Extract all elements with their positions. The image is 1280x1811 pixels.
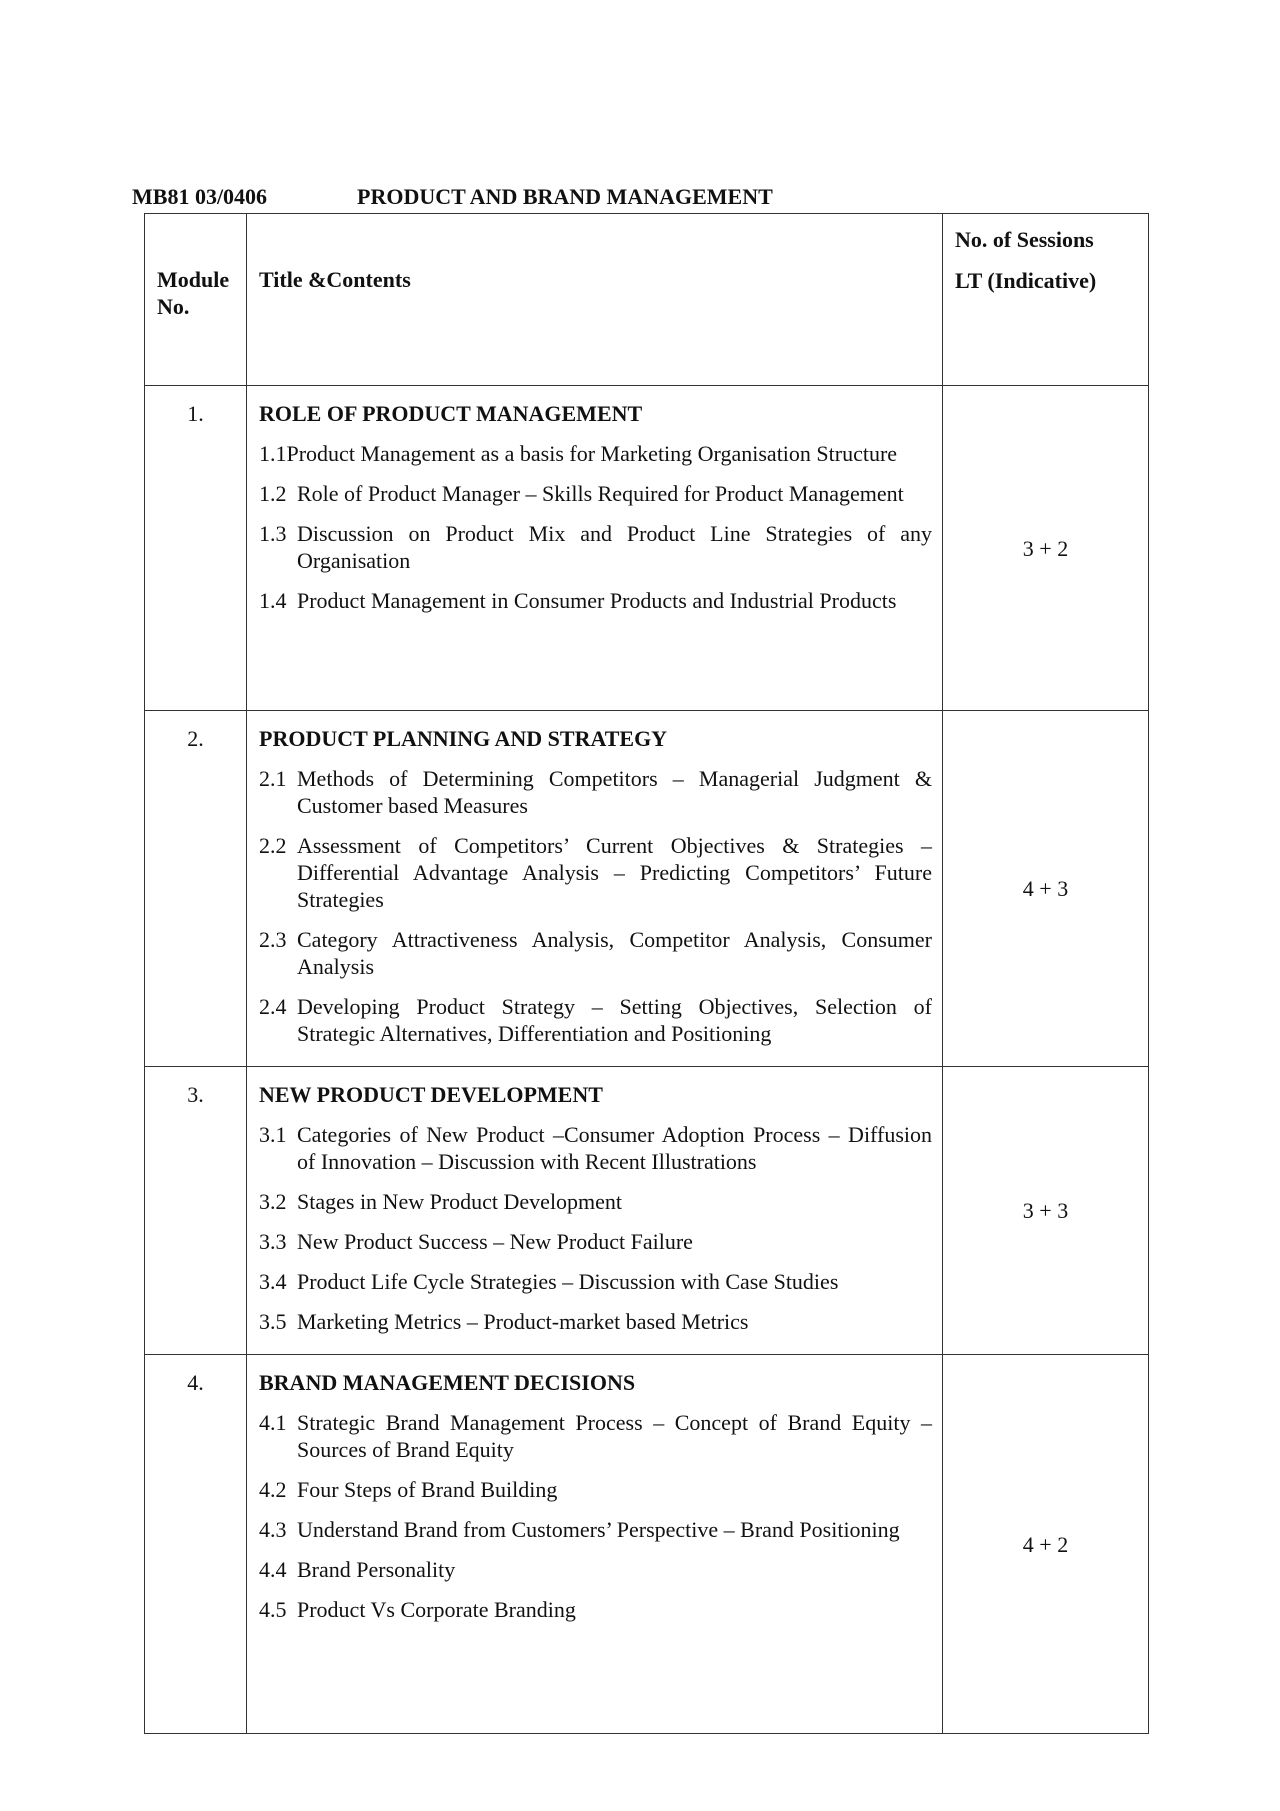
topic-number: 3.3 (259, 1229, 287, 1254)
module-contents (247, 1067, 943, 1355)
topic-number: 4.5 (259, 1597, 287, 1622)
topic-number: 2.3 (259, 927, 287, 952)
topic-item (259, 587, 932, 614)
module-number: 1. (145, 386, 247, 711)
topic-text: Stages in New Product Development (297, 1189, 623, 1214)
topic-number: 3.4 (259, 1269, 287, 1294)
topic-number: 2.4 (259, 994, 287, 1019)
module-number: 3. (145, 1067, 247, 1355)
topic-text: Four Steps of Brand Building (297, 1477, 558, 1502)
topic-number: 1.3 (259, 521, 287, 546)
module-row-2 (145, 711, 1149, 1067)
topic-item (259, 832, 932, 913)
topic-item (259, 1556, 932, 1583)
topic-text: Discussion on Product Mix and Product Line Strategies of any Organisation (297, 521, 932, 573)
topic-text: Methods of Determining Competitors – Managerial Judgment & Customer based Measures (297, 766, 932, 818)
header-sessions-line1: No. of Sessions (955, 227, 1094, 252)
topic-item (259, 1308, 932, 1335)
topic-item (259, 1409, 932, 1463)
topic-text: Role of Product Manager – Skills Required for Product Management (297, 481, 904, 506)
course-code: MB81 03/0406 (132, 184, 268, 209)
topic-number: 3.5 (259, 1309, 287, 1334)
topic-item (259, 440, 932, 467)
module-title: ROLE OF PRODUCT MANAGEMENT (259, 401, 643, 426)
header-title-contents: Title &Contents (247, 214, 943, 386)
topic-text: Product Management in Consumer Products and Industrial Products (297, 588, 897, 613)
topic-text: Strategic Brand Management Process – Concept of Brand Equity – Sources of Brand Equity (297, 1410, 932, 1462)
topic-number: 1.4 (259, 588, 287, 613)
topic-item (259, 480, 932, 507)
topic-number: 2.2 (259, 833, 287, 858)
module-contents (247, 1355, 943, 1734)
topic-item (259, 1476, 932, 1503)
topic-item (259, 1228, 932, 1255)
topic-text: Categories of New Product –Consumer Adoption Process – Diffusion of Innovation – Discussion with Recent Illustrations (297, 1122, 932, 1174)
topic-item (259, 765, 932, 819)
module-sessions: 4 + 2 (943, 1355, 1149, 1734)
topic-item (259, 1268, 932, 1295)
topic-text: Marketing Metrics – Product-market based Metrics (297, 1309, 749, 1334)
module-number: 2. (145, 711, 247, 1067)
topic-number: 4.2 (259, 1477, 287, 1502)
topic-text: Developing Product Strategy – Setting Objectives, Selection of Strategic Alternatives, Differentiation and Positioning (297, 994, 932, 1046)
module-row-4 (145, 1355, 1149, 1734)
module-row-3 (145, 1067, 1149, 1355)
course-header (132, 184, 773, 210)
header-sessions (943, 214, 1149, 386)
topic-number: 3.2 (259, 1189, 287, 1214)
topic-item (259, 926, 932, 980)
course-title: PRODUCT AND BRAND MANAGEMENT (357, 184, 773, 209)
header-sessions-line2: LT (Indicative) (955, 268, 1097, 293)
topic-number: 3.1 (259, 1122, 287, 1147)
module-title: PRODUCT PLANNING AND STRATEGY (259, 726, 668, 751)
table-header-row (145, 214, 1149, 386)
topic-item (259, 520, 932, 574)
module-sessions: 3 + 2 (943, 386, 1149, 711)
topic-text: Product Management as a basis for Marketing Organisation Structure (286, 441, 898, 466)
topic-text: New Product Success – New Product Failure (297, 1229, 693, 1254)
topic-item (259, 1188, 932, 1215)
topic-number: 4.3 (259, 1517, 287, 1542)
topic-item (259, 1121, 932, 1175)
topic-number: 4.4 (259, 1557, 287, 1582)
topic-number: 1.1 (259, 441, 287, 466)
topic-text: Understand Brand from Customers’ Perspective – Brand Positioning (297, 1517, 900, 1542)
topic-text: Brand Personality (297, 1557, 456, 1582)
module-contents (247, 386, 943, 711)
syllabus-table (144, 213, 1149, 1734)
module-row-1 (145, 386, 1149, 711)
topic-text: Category Attractiveness Analysis, Competitor Analysis, Consumer Analysis (297, 927, 932, 979)
topic-item (259, 1596, 932, 1623)
topic-number: 1.2 (259, 481, 287, 506)
module-sessions: 3 + 3 (943, 1067, 1149, 1355)
topic-number: 2.1 (259, 766, 287, 791)
topic-text: Product Life Cycle Strategies – Discussion with Case Studies (297, 1269, 839, 1294)
module-sessions: 4 + 3 (943, 711, 1149, 1067)
topic-item (259, 1516, 932, 1543)
module-title: NEW PRODUCT DEVELOPMENT (259, 1082, 603, 1107)
module-title: BRAND MANAGEMENT DECISIONS (259, 1370, 636, 1395)
module-number: 4. (145, 1355, 247, 1734)
module-contents (247, 711, 943, 1067)
topic-number: 4.1 (259, 1410, 287, 1435)
header-module-no: Module No. (145, 214, 247, 386)
topic-text: Product Vs Corporate Branding (297, 1597, 576, 1622)
topic-text: Assessment of Competitors’ Current Objectives & Strategies – Differential Advantage Analysis – Predicting Competitors’ Future Strategies (297, 833, 932, 912)
topic-item (259, 993, 932, 1047)
